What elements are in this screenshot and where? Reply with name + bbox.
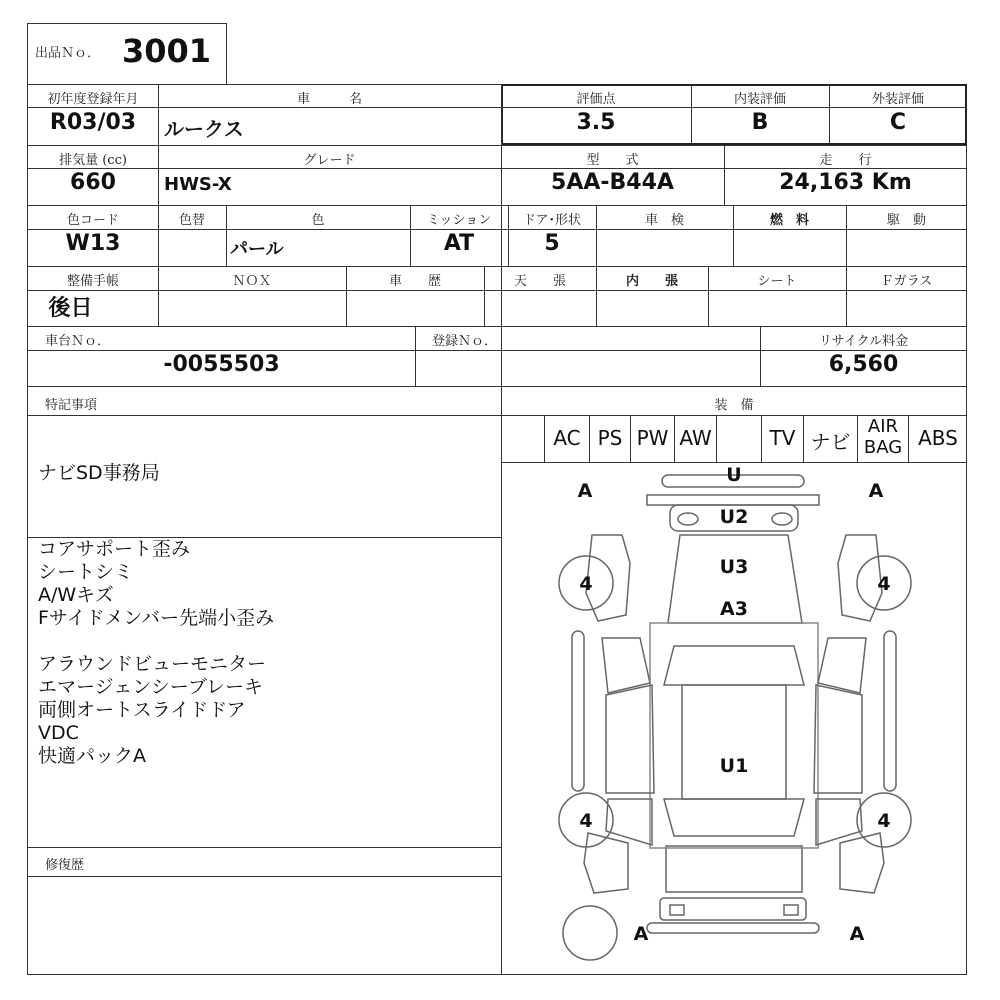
history-label: 車 歴 [388, 274, 441, 289]
car-name-value: ルークス [164, 117, 244, 141]
special-notes-label: 特記事項 [45, 398, 98, 413]
lot-number: 3001 [122, 32, 212, 70]
equip-tv: TV [769, 426, 796, 450]
equip-ac: AC [553, 426, 581, 450]
diagram-hood-2: A3 [720, 598, 748, 620]
seat-label: シート [757, 274, 797, 289]
diagram-rear-right-corner: A [849, 923, 865, 945]
inspection-label: 車 検 [644, 213, 684, 228]
score-label: 評価点 [576, 92, 616, 107]
repair-history-label: 修復歴 [45, 858, 85, 873]
equip-abs: ABS [918, 426, 958, 450]
exterior-value: C [889, 110, 907, 135]
diagram-tire-rl: 4 [579, 810, 593, 832]
grade-label: グレード [303, 153, 356, 168]
diagram-hood: U3 [719, 556, 749, 578]
equip-airbag: AIR BAG [863, 416, 903, 458]
maintenance-value: 後日 [48, 296, 93, 321]
lot-label: 出品Ｎｏ． [35, 46, 101, 61]
chassis-label: 車台Ｎｏ． [45, 334, 111, 349]
interior-value: B [751, 110, 769, 135]
equip-navi: ナビ [810, 430, 851, 454]
equip-pw: PW [636, 426, 669, 450]
ceiling-label: 天 張 [513, 274, 566, 289]
diagram-front-right-corner: A [868, 480, 884, 502]
special-notes-1: ナビSD事務局 [38, 462, 160, 484]
exterior-label: 外装評価 [871, 92, 924, 107]
equip-ps: PS [597, 426, 623, 450]
score-value: 3.5 [576, 110, 616, 135]
chassis-value: -0055503 [163, 352, 280, 377]
color-code-value: W13 [65, 231, 121, 256]
diagram-front-left-corner: A [577, 480, 593, 502]
special-notes-2: コアサポート歪み シートシミ A/Wキズ Fサイドメンバー先端小歪み アラウンドビューモニター エマージェンシーブレーキ 両側オートスライドドア VDC 快適パックA [38, 538, 275, 767]
equipment-label: 装 備 [714, 398, 754, 413]
drive-label: 駆 動 [886, 213, 926, 228]
diagram-tire-fl: 4 [579, 573, 593, 595]
recycle-value: 6,560 [828, 352, 899, 377]
mileage-label: 走 行 [819, 153, 872, 168]
mileage-value: 24,163 Km [779, 170, 912, 195]
recycle-label: リサイクル料金 [818, 334, 909, 349]
color-code-label: 色コード [66, 213, 119, 228]
car-name-label: 車 名 [296, 92, 362, 107]
fuel-label: 燃 料 [769, 213, 809, 228]
displacement-label: 排気量 (cc) [59, 153, 127, 168]
repaint-label: 色替 [178, 213, 205, 228]
diagram-tire-rr: 4 [877, 810, 891, 832]
diagram-rear-left-corner: A [633, 923, 649, 945]
nox-label: ＮＯＸ [232, 274, 272, 289]
reg-no-label: 登録Ｎｏ． [432, 334, 498, 349]
interior-trim-label: 内 張 [625, 274, 678, 289]
grade-value: HWS-X [164, 174, 232, 195]
interior-label: 内装評価 [733, 92, 786, 107]
color-label: 色 [311, 213, 325, 228]
first-reg-label: 初年度登録年月 [47, 92, 139, 107]
diagram-tire-fr: 4 [877, 573, 891, 595]
mission-label: ミッション [426, 213, 492, 228]
maintenance-label: 整備手帳 [66, 274, 119, 289]
equip-aw: AW [679, 426, 712, 450]
diagram-front-bumper: U [726, 464, 742, 486]
door-value: 5 [544, 231, 560, 256]
diagram-grille: U2 [719, 506, 749, 528]
model-value: 5AA-B44A [551, 170, 674, 195]
car-diagram [502, 463, 966, 973]
fglass-label: Ｆガラス [880, 274, 933, 289]
model-label: 型 式 [586, 153, 639, 168]
diagram-roof: U1 [719, 755, 749, 777]
displacement-value: 660 [70, 170, 116, 195]
first-reg-value: R03/03 [49, 110, 137, 135]
mission-value: AT [443, 231, 475, 256]
color-value: パール [230, 239, 284, 260]
door-label: ドア･形状 [522, 213, 582, 228]
